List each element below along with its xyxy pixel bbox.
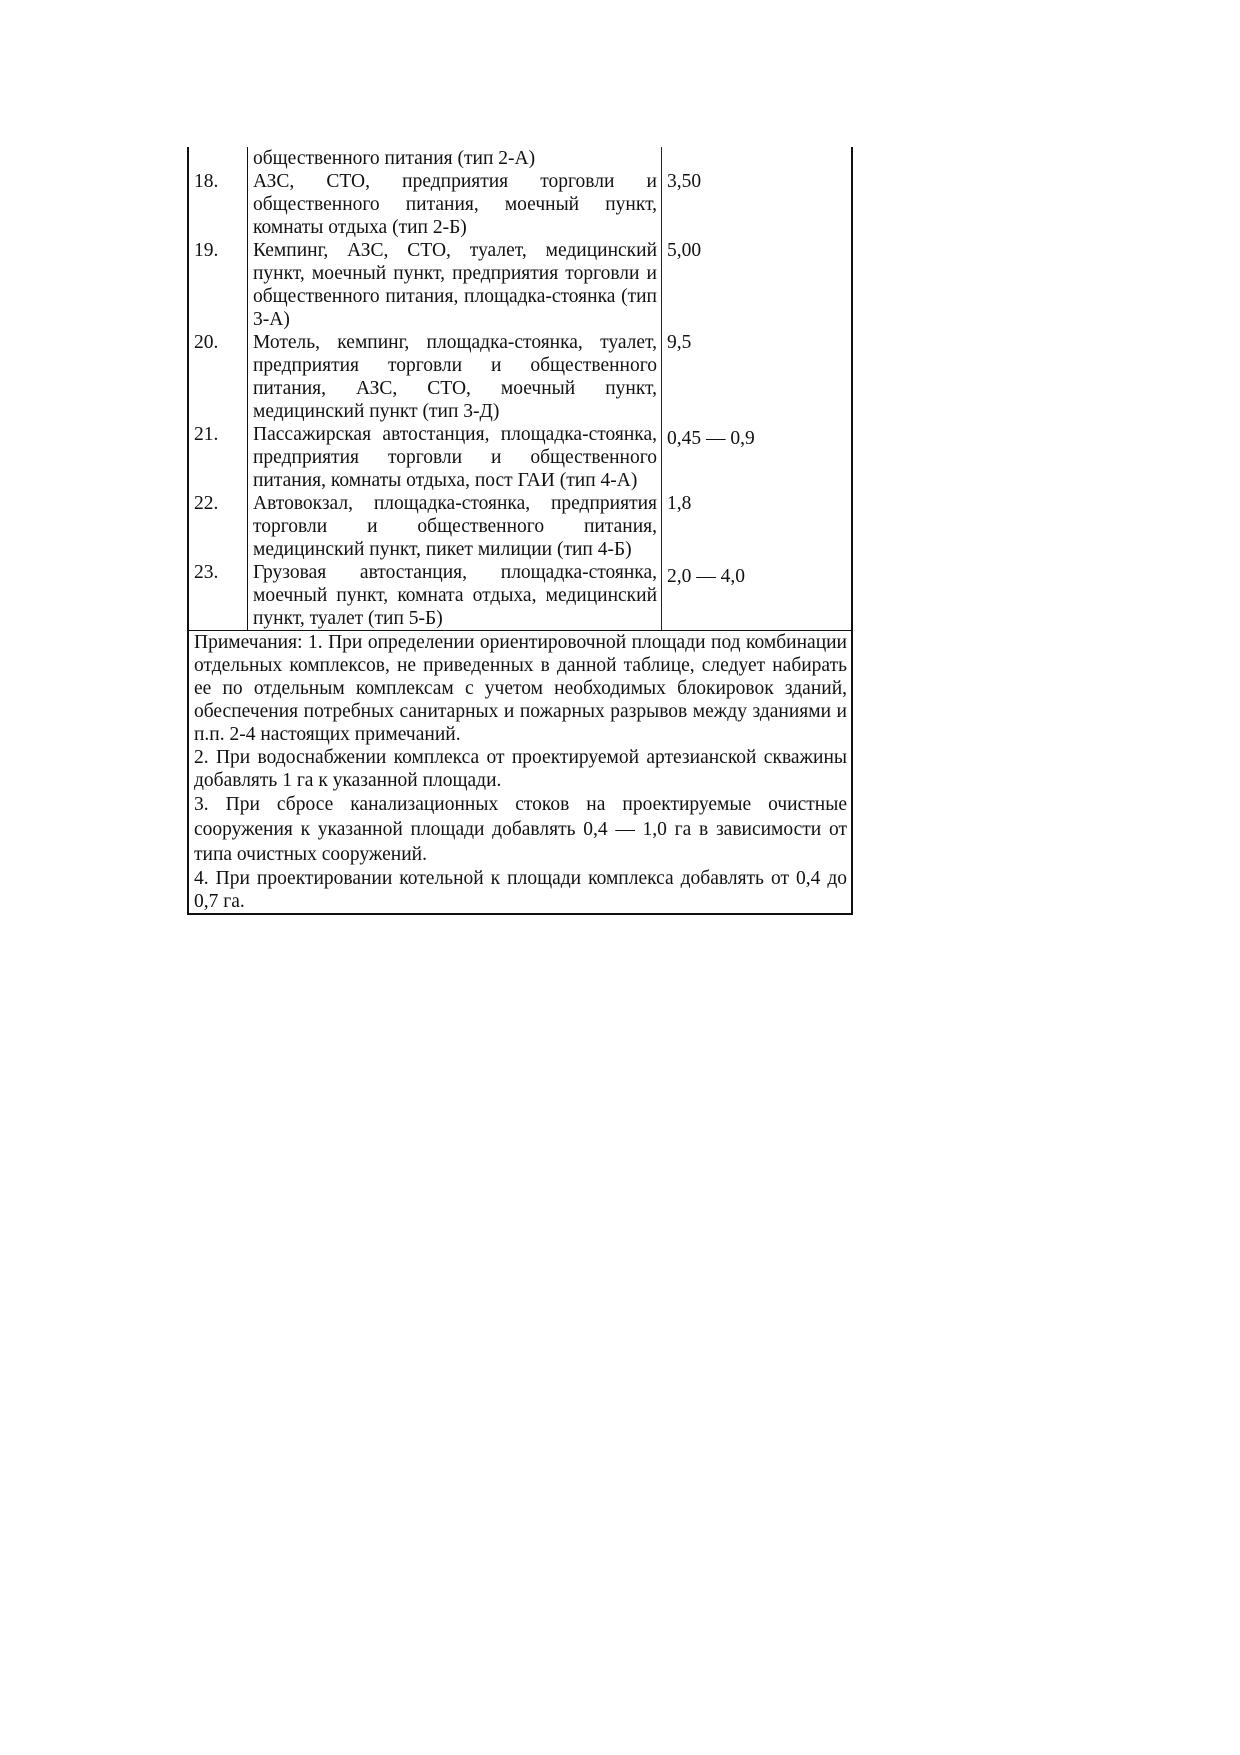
row-area-cell: 2,0 — 4,0 bbox=[662, 561, 853, 631]
table-row-continued bbox=[188, 147, 852, 170]
row-number-cell: 23. bbox=[188, 561, 248, 631]
row-area-cell: 3,50 bbox=[662, 170, 853, 239]
row-number-cell: 22. bbox=[188, 492, 248, 561]
row-number-cell: 18. bbox=[188, 170, 248, 239]
row-area-cell: 9,5 bbox=[662, 331, 853, 423]
table-row bbox=[188, 423, 852, 492]
note-2: 2. При водоснабжении комплекса от проектируемой артезианской скважины добавлять 1 га к указанной площади. bbox=[194, 747, 847, 791]
table-row bbox=[188, 331, 852, 423]
row-area-cell: 5,00 bbox=[662, 239, 853, 331]
row-number-cell: 20. bbox=[188, 331, 248, 423]
data-table bbox=[187, 147, 853, 915]
note-3: 3. При сбросе канализационных стоков на проектируемые очистные сооружения к указанной площади добавлять 0,4 — 1,0 га в зависимости от типа очистных сооружений. bbox=[194, 794, 847, 865]
row-description-cell: Пассажирская автостанция, площадка-стоянка, предприятия торговли и общественного питания, комнаты отдыха, пост ГАИ (тип 4-А) bbox=[248, 423, 662, 492]
row-area-cell: 1,8 bbox=[662, 492, 853, 561]
row-description-cell: АЗС, СТО, предприятия торговли и общественного питания, моечный пункт, комнаты отдыха (тип 2-Б) bbox=[248, 170, 662, 239]
row-area-cell: 0,45 — 0,9 bbox=[662, 423, 853, 492]
row-description-cell: Кемпинг, АЗС, СТО, туалет, медицинский пункт, моечный пункт, предприятия торговли и общественного питания, площадка-стоянка (тип 3-А) bbox=[248, 239, 662, 331]
table-row bbox=[188, 170, 852, 239]
notes-row bbox=[188, 631, 852, 915]
table-row bbox=[188, 561, 852, 631]
row-area-cell bbox=[662, 147, 853, 170]
row-description-cell: Мотель, кемпинг, площадка-стоянка, туалет, предприятия торговли и общественного питания, АЗС, СТО, моечный пункт, медицинский пункт (тип 3-Д) bbox=[248, 331, 662, 423]
note-1: Примечания: 1. При определении ориентировочной площади под комбинации отдельных комплексов, не приведенных в данной таблице, следует набирать ее по отдельным комплексам с учетом необходимых блокировок зданий, обеспечения потребных санитарных и пожарных разрывов между зданиями и п.п. 2-4 настоящих примечаний. bbox=[194, 632, 847, 745]
notes-cell bbox=[188, 631, 852, 915]
table-row bbox=[188, 492, 852, 561]
row-description-cell: Грузовая автостанция, площадка-стоянка, моечный пункт, комната отдыха, медицинский пункт, туалет (тип 5-Б) bbox=[248, 561, 662, 631]
complex-area-table bbox=[187, 147, 847, 915]
row-number-cell: 19. bbox=[188, 239, 248, 331]
row-number-cell: 21. bbox=[188, 423, 248, 492]
row-description-cell: Автовокзал, площадка-стоянка, предприятия торговли и общественного питания, медицинский пункт, пикет милиции (тип 4-Б) bbox=[248, 492, 662, 561]
row-number-cell bbox=[188, 147, 248, 170]
note-4: 4. При проектировании котельной к площади комплекса добавлять от 0,4 до 0,7 га. bbox=[194, 868, 847, 912]
row-description-cell: общественного питания (тип 2-А) bbox=[248, 147, 662, 170]
table-row bbox=[188, 239, 852, 331]
